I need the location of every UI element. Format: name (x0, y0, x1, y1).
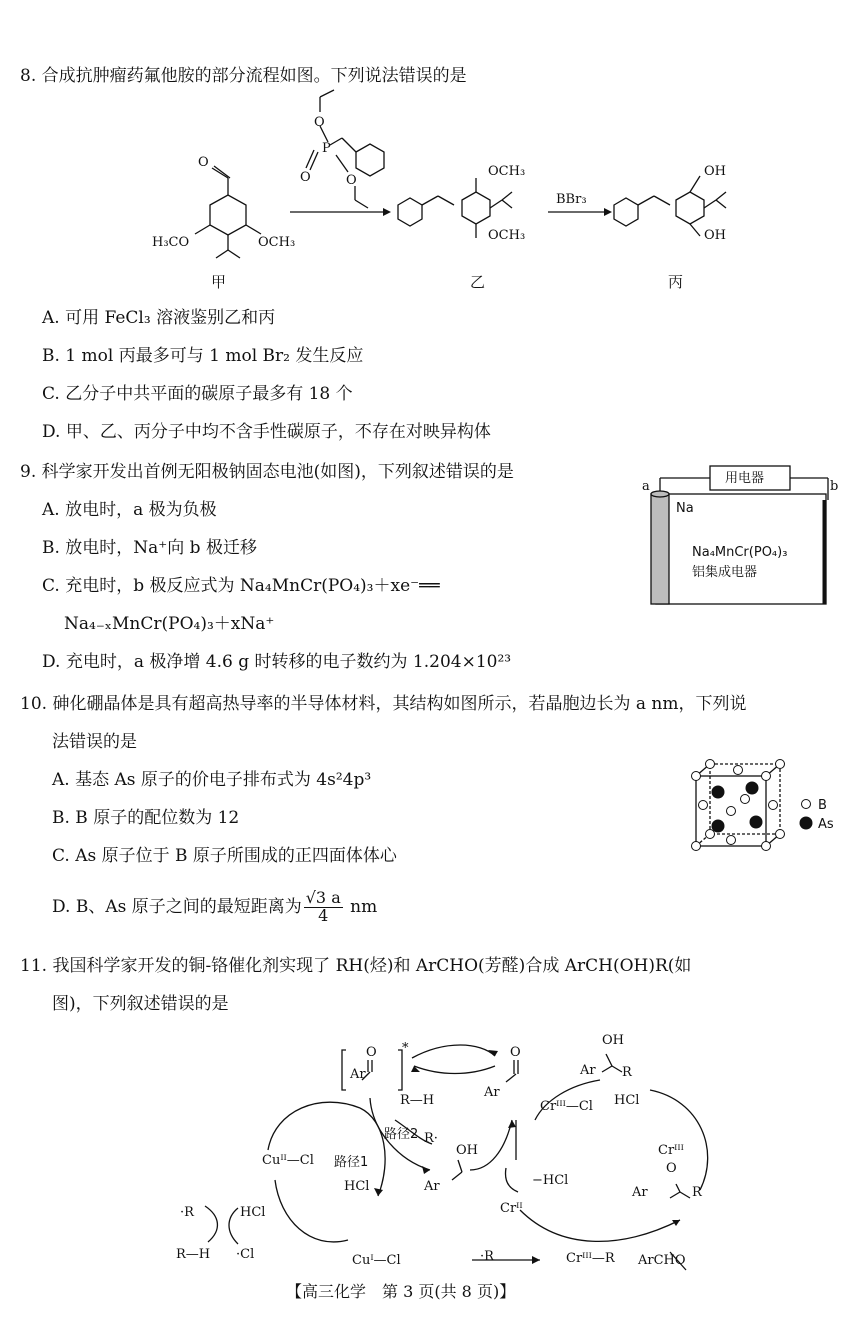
q11-stem-line1: 11. 我国科学家开发的铜-铬催化剂实现了 RH(烃)和 ArCHO(芳醛)合成 ArCH(OH)R(如 (20, 956, 692, 976)
boron-atoms (692, 760, 785, 851)
arsenic-atoms (712, 782, 763, 833)
q10-option-d-unit: nm (350, 896, 378, 917)
ketyl-ar: Ar (424, 1179, 440, 1194)
bing-oh-bottom: OH (704, 228, 726, 243)
path2-rdot: R· (424, 1131, 438, 1146)
reagent-p: P (322, 141, 331, 156)
legend-b-label: B (818, 798, 827, 813)
q10-option-d-fraction (304, 890, 343, 925)
electrode-a-label: a (642, 479, 650, 494)
q10-option-c: C. As 原子位于 B 原子所围成的正四面体体心 (52, 846, 397, 866)
cu1-cl: Cuᴵ—Cl (352, 1253, 401, 1268)
cr3-label: Crᴵᴵᴵ (658, 1143, 684, 1158)
q10-option-b: B. B 原子的配位数为 12 (52, 808, 240, 828)
alkoxide-o: O (666, 1161, 677, 1176)
q8-option-a: A. 可用 FeCl₃ 溶液鉴别乙和丙 (42, 308, 276, 328)
archo-reagent: ArCHO (638, 1253, 686, 1268)
q10-stem-line1: 10. 砷化硼晶体是具有超高热导率的半导体材料，其结构如图所示，若晶胞边长为 a nm，下列说 (20, 694, 747, 714)
path2-rh: R—H (400, 1093, 435, 1108)
q8-stem: 8. 合成抗肿瘤药氟他胺的部分流程如图。下列说法错误的是 (20, 66, 467, 86)
product-r: R (622, 1065, 632, 1080)
q10-frac-denominator: 4 (318, 905, 329, 925)
bing-oh-top: OH (704, 164, 726, 179)
reagent-o1: O (314, 115, 325, 130)
q9-stem: 9. 科学家开发出首例无阳极钠固态电池(如图)，下列叙述错误的是 (20, 462, 514, 482)
path1-label: 路径1 (334, 1155, 369, 1170)
legend-as-label: As (818, 817, 834, 832)
aldehyde-o: O (510, 1045, 521, 1060)
q9-option-c-cont: Na₄₋ₓMnCr(PO₄)₃＋xNa⁺ (64, 614, 275, 634)
label-jia: 甲 (211, 273, 227, 291)
label-yi: 乙 (470, 273, 486, 291)
compound-bing-structure (614, 176, 726, 236)
page-footer: 【高三化学 第 3 页(共 8 页)】 (286, 1282, 516, 1301)
small-cldot: ·Cl (236, 1247, 255, 1262)
q9-option-d: D. 充电时，a 极净增 4.6 g 时转移的电子数约为 1.204×10²³ (42, 652, 512, 672)
cr2-label: Crᴵᴵ (500, 1201, 523, 1216)
q10-option-d-prefix: D. B、As 原子之间的最短距离为 (52, 896, 302, 917)
small-hcl: HCl (240, 1205, 266, 1220)
q8-reaction-scheme (0, 0, 860, 300)
q10-option-a: A. 基态 As 原子的价电子排布式为 4s²4p³ (52, 770, 372, 790)
cr3-r: Crᴵᴵᴵ—R (566, 1251, 615, 1266)
small-rh: R—H (176, 1247, 211, 1262)
aldehyde-o: O (198, 155, 209, 170)
legend-b-marker (802, 800, 811, 809)
na-label: Na (676, 501, 694, 516)
battery-diagram (640, 460, 840, 610)
q10-frac-numerator: √3 a (305, 888, 341, 907)
q8-option-c: C. 乙分子中共平面的碳原子最多有 18 个 (42, 384, 353, 404)
q10-option-d (52, 890, 377, 925)
reagent-o3: O (346, 173, 357, 188)
compound-jia-structure (195, 166, 261, 258)
path1-hcl: HCl (344, 1179, 370, 1194)
q8-option-d: D. 甲、乙、丙分子中均不含手性碳原子，不存在对映异构体 (42, 422, 491, 442)
reagent-o2: O (300, 170, 311, 185)
q9-option-a: A. 放电时，a 极为负极 (42, 500, 217, 520)
q9-option-c: C. 充电时，b 极反应式为 Na₄MnCr(PO₄)₃＋xe⁻══ (42, 576, 440, 596)
path2-label: 路径2 (384, 1127, 419, 1142)
excited-star: * (402, 1041, 409, 1056)
label-bing: 丙 (668, 273, 684, 291)
alkoxide-r: R (692, 1185, 702, 1200)
product-oh: OH (602, 1033, 624, 1048)
small-rdot: ·R (180, 1205, 194, 1220)
device-label: 用电器 (725, 471, 765, 486)
cathode-formula: Na₄MnCr(PO₄)₃ (692, 545, 788, 560)
excited-aldehyde-ar: Ar (350, 1067, 366, 1082)
jia-och3: OCH₃ (258, 235, 296, 250)
q9-option-b: B. 放电时，Na⁺向 b 极迁移 (42, 538, 257, 558)
yi-och3-top: OCH₃ (488, 164, 526, 179)
ketyl-oh: OH (456, 1143, 478, 1158)
minus-hcl: −HCl (532, 1173, 569, 1188)
product-ar: Ar (580, 1063, 596, 1078)
alkoxide-ar: Ar (632, 1185, 648, 1200)
catalytic-cycle-scheme (0, 1020, 860, 1280)
yi-och3-bottom: OCH₃ (488, 228, 526, 243)
phosphonate-reagent (306, 90, 384, 208)
q10-stem-line2: 法错误的是 (52, 732, 137, 752)
crystal-cell-diagram (688, 760, 860, 860)
legend-as-marker (800, 817, 813, 830)
cr-cycle-rdot: ·R (480, 1249, 494, 1264)
collector-label: 铝集成电器 (692, 565, 758, 580)
cr3-cl: Crᴵᴵᴵ—Cl (540, 1099, 593, 1114)
aldehyde-ar: Ar (484, 1085, 500, 1100)
sodium-electrode (651, 494, 669, 604)
q11-stem-line2: 图)，下列叙述错误的是 (52, 994, 229, 1014)
reagent-bbr3: BBr₃ (556, 192, 587, 207)
cu2-cl: Cuᴵᴵ—Cl (262, 1153, 314, 1168)
jia-h3co: H₃CO (152, 235, 190, 250)
cr-cycle-hcl: HCl (614, 1093, 640, 1108)
q8-option-b: B. 1 mol 丙最多可与 1 mol Br₂ 发生反应 (42, 346, 364, 366)
excited-aldehyde-o: O (366, 1045, 377, 1060)
electrode-b-label: b (830, 479, 839, 494)
